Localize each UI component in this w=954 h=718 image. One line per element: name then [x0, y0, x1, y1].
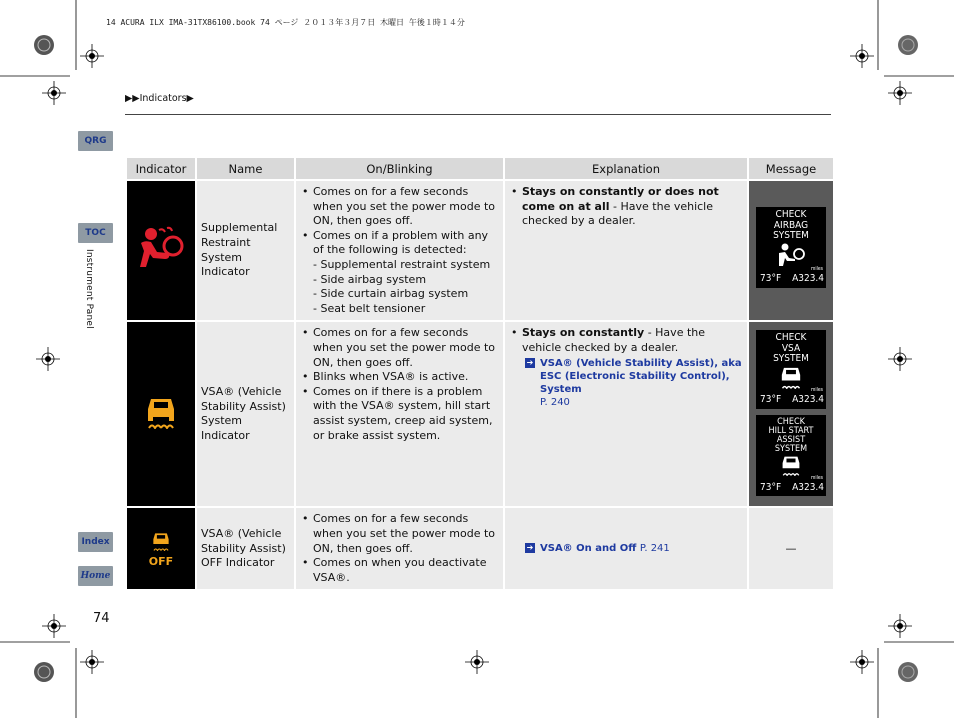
- vsa-icon: [780, 454, 802, 476]
- message-line: SYSTEM: [774, 444, 808, 455]
- message-display: [756, 330, 826, 409]
- sub-item: - Side curtain airbag system: [313, 287, 469, 301]
- on-blinking-cell: [296, 181, 503, 320]
- vsa-off-label: OFF: [148, 554, 174, 568]
- sub-item: - Seat belt tensioner: [313, 301, 426, 315]
- xref-text: VSA® On and Off: [540, 543, 637, 555]
- xref-page: P. 241: [639, 543, 670, 555]
- indicator-name: Supplemental Restraint System Indicator: [197, 181, 294, 320]
- airbag-srs-icon: [135, 226, 187, 270]
- list-item: [313, 229, 499, 317]
- odometer-unit: miles: [811, 387, 823, 394]
- message-line: VSA: [781, 342, 801, 354]
- table-row: [127, 181, 833, 320]
- message-line: CHECK: [775, 332, 807, 344]
- message-cell: [749, 181, 833, 320]
- outside-temp: 73°F: [760, 394, 782, 406]
- indicator-cell: [127, 508, 195, 589]
- message-line: SYSTEM: [773, 353, 809, 365]
- odometer: A323.4: [792, 481, 824, 493]
- message-line: CHECK: [777, 417, 805, 428]
- cross-reference-link[interactable]: [509, 542, 743, 555]
- table-row: [127, 508, 833, 589]
- explanation-text: - Have the vehicle checked by a dealer.: [522, 199, 714, 228]
- list-item: [522, 185, 743, 229]
- odometer-unit: miles: [811, 474, 823, 481]
- toc-button[interactable]: TOC: [78, 223, 113, 243]
- vsa-icon: [145, 395, 177, 429]
- odometer: A323.4: [792, 394, 824, 406]
- qrg-button[interactable]: QRG: [78, 131, 113, 151]
- message-line: AIRBAG: [773, 219, 809, 231]
- index-button[interactable]: Index: [78, 532, 113, 552]
- odometer-unit: miles: [811, 266, 823, 273]
- col-header-on-blinking: On/Blinking: [296, 158, 503, 179]
- list-item: • Comes on if there is a problem with the VSA® system, hill start assist system, creep aid system, or brake assist system.: [313, 385, 499, 443]
- col-header-name: Name: [197, 158, 294, 179]
- col-header-message: Message: [749, 158, 833, 179]
- indicator-cell: [127, 322, 195, 506]
- message-cell-empty: —: [749, 508, 833, 589]
- col-header-explanation: Explanation: [505, 158, 747, 179]
- list-item: • Blinks when VSA® is active.: [313, 370, 499, 385]
- table-header-row: [127, 158, 833, 179]
- outside-temp: 73°F: [760, 273, 782, 285]
- list-item: • Comes on for a few seconds when you set the power mode to ON, then goes off.: [313, 185, 499, 229]
- page-number: 74: [93, 611, 110, 626]
- odometer: A323.4: [792, 273, 824, 285]
- message-display: [756, 415, 826, 496]
- arrow-icon: ➔: [526, 357, 534, 367]
- header-rule: [125, 114, 831, 115]
- explanation-text: - Have the vehicle checked by a dealer.: [522, 326, 706, 354]
- airbag-srs-icon: [776, 242, 806, 268]
- breadcrumb[interactable]: ▶▶Indicators▶: [125, 93, 194, 104]
- message-line: SYSTEM: [773, 230, 809, 242]
- sub-item: - Supplemental restraint system: [313, 257, 491, 271]
- message-display: [756, 207, 826, 288]
- message-line: ASSIST: [776, 435, 806, 446]
- list-item: • Comes on for a few seconds when you set the power mode to ON, then goes off.: [313, 326, 499, 370]
- indicator-name: VSA® (Vehicle Stability Assist) OFF Indicator: [197, 508, 294, 589]
- explanation-cell: [505, 322, 747, 506]
- explanation-cell: [505, 508, 747, 589]
- cross-reference-link[interactable]: [509, 357, 743, 409]
- arrow-icon: ➔: [526, 543, 534, 553]
- table-row: [127, 322, 833, 506]
- explanation-cell: [505, 181, 747, 320]
- col-header-indicator: Indicator: [127, 158, 195, 179]
- message-cell: [749, 322, 833, 506]
- xref-page: P. 240: [540, 396, 570, 408]
- home-button[interactable]: [78, 566, 113, 586]
- explanation-bold: Stays on constantly: [522, 326, 645, 340]
- vsa-icon: [150, 531, 172, 551]
- print-header: 14 ACURA ILX IMA-31TX86100.book 74 ページ ２０１３年３月７日 木曜日 午後１時１４分: [106, 18, 465, 27]
- message-line: CHECK: [775, 209, 807, 221]
- indicator-name: VSA® (Vehicle Stability Assist) System Indicator: [197, 322, 294, 506]
- sub-item: - Side airbag system: [313, 272, 427, 286]
- message-line: HILL START: [768, 426, 814, 437]
- indicator-cell: [127, 181, 195, 320]
- list-item: • Comes on when you deactivate VSA®.: [313, 556, 499, 585]
- xref-text: VSA® (Vehicle Stability Assist), aka ESC (Electronic Stability Control), System: [540, 357, 742, 395]
- on-blinking-cell: [296, 322, 503, 506]
- list-item: [522, 326, 743, 355]
- on-blinking-cell: [296, 508, 503, 589]
- indicator-table: [125, 156, 835, 591]
- outside-temp: 73°F: [760, 481, 782, 493]
- home-label: Home: [80, 571, 111, 581]
- vsa-icon: [779, 365, 803, 389]
- explanation-bold: Stays on constantly or does not come on at all: [522, 185, 719, 213]
- section-label: Instrument Panel: [84, 249, 94, 329]
- list-item-text: Comes on if a problem with any of the following is detected:: [313, 228, 489, 257]
- list-item: • Comes on for a few seconds when you set the power mode to ON, then goes off.: [313, 512, 499, 556]
